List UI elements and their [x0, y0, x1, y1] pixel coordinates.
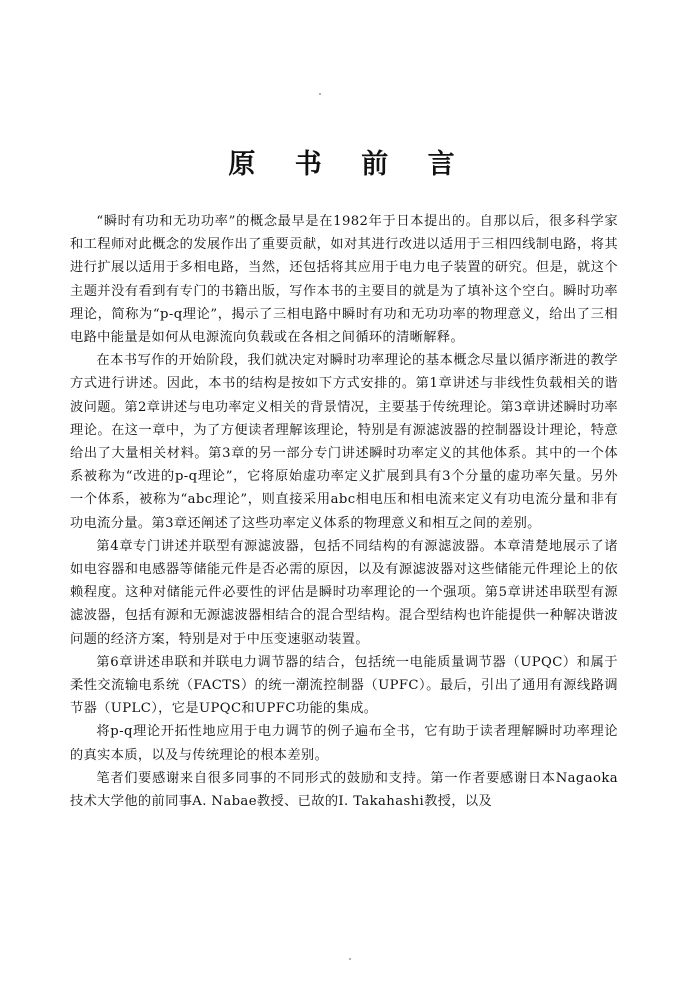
scan-speck	[349, 958, 351, 960]
paragraph-2: 在本书写作的开始阶段，我们就决定对瞬时功率理论的基本概念尽量以循序渐进的教学方式进行讲述。因此，本书的结构是按如下方式安排的。第1章讲述与非线性负载相关的谐波问题。第2章讲述与电功率定义相关的背景情况，主要基于传统理论。第3章讲述瞬时功率理论。在这一章中，为了方便读者理解该理论，特别是有源滤波器的控制器设计理论，特意给出了大量相关材料。第3章的另一部分专门讲述瞬时功率定义的其他体系。其中的一个体系被称为“改进的p-q理论”，它将原始虚功率定义扩展到具有3个分量的虚功率矢量。另外一个体系，被称为“abc理论”，则直接采用abc相电压和相电流来定义有功电流分量和非有功电流分量。第3章还阐述了这些功率定义体系的物理意义和相互之间的差别。	[70, 353, 618, 531]
paragraph-4: 第6章讲述串联和并联电力调节器的结合，包括统一电能质量调节器（UPQC）和属于柔性交流输电系统（FACTS）的统一潮流控制器（UPFC）。最后，引出了通用有源线路调节器（UPLC），它是UPQC和UPFC功能的集成。	[70, 654, 618, 717]
paragraph-1: “瞬时有功和无功功率”的概念最早是在1982年于日本提出的。自那以后，很多科学家和工程师对此概念的发展作出了重要贡献，如对其进行改进以适用于三相四线制电路，将其进行扩展以适用于多相电路，当然，还包括将其应用于电力电子装置的研究。但是，就这个主题并没有看到有专门的书籍出版，写作本书的主要目的就是为了填补这个空白。瞬时功率理论，简称为“p-q理论”，揭示了三相电路中瞬时有功和无功功率的物理意义，给出了三相电路中能量是如何从电源流向负载或在各相之间循环的清晰解释。	[70, 214, 618, 346]
scan-speck	[319, 93, 321, 95]
paragraph-5: 将p-q理论开拓性地应用于电力调节的例子遍布全书，它有助于读者理解瞬时功率理论的真实本质，以及与传统理论的根本差别。	[70, 724, 618, 763]
preface-body	[70, 210, 618, 813]
paragraph-3: 第4章专门讲述并联型有源滤波器，包括不同结构的有源滤波器。本章清楚地展示了诸如电容器和电感器等储能元件是否必需的原因，以及有源滤波器对这些储能元件理论上的依赖程度。这种对储能元件必要性的评估是瞬时功率理论的一个强项。第5章讲述串联型有源滤波器，包括有源和无源滤波器相结合的混合型结构。混合型结构也许能提供一种解决谐波问题的经济方案，特别是对于中压变速驱动装置。	[70, 538, 618, 647]
page-title: 原 书 前 言	[228, 149, 470, 180]
paragraph-6: 笔者们要感谢来自很多同事的不同形式的鼓励和支持。第一作者要感谢日本Nagaoka技术大学他的前同事A. Nabae教授、已故的I. Takahashi教授，以及	[70, 770, 618, 810]
